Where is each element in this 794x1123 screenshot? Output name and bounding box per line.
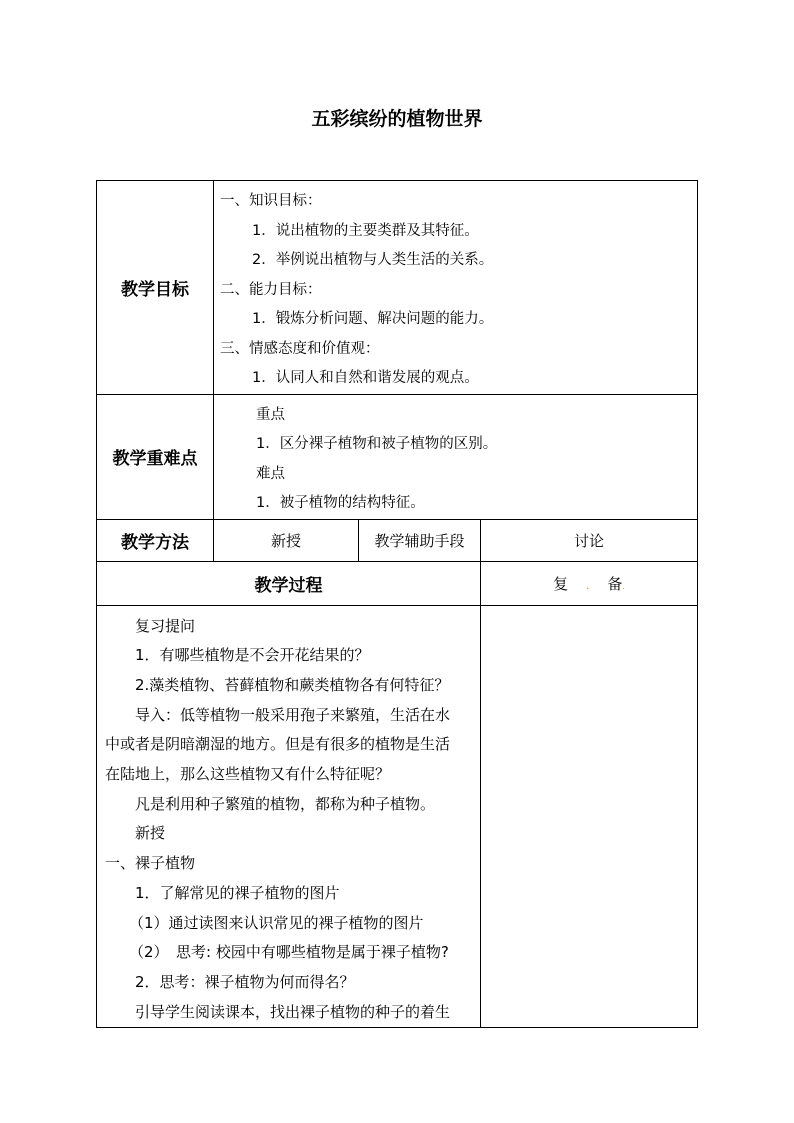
objectives-content <box>214 181 698 395</box>
methods-row <box>97 519 698 561</box>
process-line: 2.藻类植物、苔藓植物和蕨类植物各有何特征？ <box>135 675 450 694</box>
objectives-line: 2．举例说出植物与人类生活的关系。 <box>252 252 494 268</box>
prep-header <box>481 561 698 605</box>
process-line: 导入：低等植物一般采用孢子来繁殖，生活在水 <box>135 705 451 724</box>
aids-value: 讨论 <box>481 519 698 561</box>
process-label: 教学过程 <box>97 561 481 605</box>
aids-label: 教学辅助手段 <box>359 519 481 561</box>
prep-notes-cell <box>481 605 698 1028</box>
objectives-line: 1．锻炼分析问题、解决问题的能力。 <box>252 311 494 327</box>
process-line: （2） 思考: 校园中有哪些植物是属于裸子植物? <box>129 943 449 962</box>
key-points-content <box>214 394 698 519</box>
process-line: 凡是利用种子繁殖的植物，都称为种子植物。 <box>135 794 436 813</box>
key-points-line: 1．区分裸子植物和被子植物的区别。 <box>256 436 498 452</box>
methods-label: 教学方法 <box>97 519 214 561</box>
prep-separator-dot: . <box>586 580 590 592</box>
prep-char-2: 备 <box>607 574 623 593</box>
key-points-row <box>97 394 698 519</box>
process-content <box>97 605 481 1028</box>
key-points-label: 教学重难点 <box>97 394 214 519</box>
prep-char-1: 复 <box>553 574 569 593</box>
process-line: 中或者是阴暗潮湿的地方。但是有很多的植物是生活 <box>105 735 451 754</box>
process-line: 1．了解常见的裸子植物的图片 <box>135 883 340 902</box>
key-points-line: 1．被子植物的结构特征。 <box>256 495 425 511</box>
process-header-row <box>97 561 698 605</box>
objectives-line: 1．认同人和自然和谐发展的观点。 <box>252 370 479 386</box>
process-line: 复习提问 <box>135 616 196 635</box>
key-points-line: 难点 <box>256 465 285 482</box>
process-line: 一、裸子植物 <box>105 854 196 873</box>
key-points-line: 重点 <box>256 406 285 423</box>
methods-value: 新授 <box>214 519 359 561</box>
objectives-line: 1．说出植物的主要类群及其特征。 <box>252 222 479 239</box>
lesson-plan-table <box>96 180 698 1028</box>
prep-trailing-dot: . <box>622 581 625 591</box>
process-content-row <box>97 605 698 1028</box>
process-line: 在陆地上，那么这些植物又有什么特征呢？ <box>105 765 391 784</box>
process-line: 新授 <box>135 824 166 843</box>
process-line: 2．思考：裸子植物为何而得名？ <box>135 972 355 991</box>
document-title: 五彩缤纷的植物世界 <box>311 108 483 130</box>
process-line: 1．有哪些植物是不会开花结果的？ <box>135 646 370 665</box>
objectives-line: 二、能力目标： <box>220 281 322 298</box>
process-line: （1）通过读图来认识常见的裸子植物的图片 <box>129 913 424 932</box>
objectives-line: 三、情感态度和价值观： <box>220 340 380 357</box>
objectives-row <box>97 181 698 395</box>
process-line: 引导学生阅读课本，找出裸子植物的种子的着生 <box>135 1002 451 1021</box>
objectives-label: 教学目标 <box>97 181 214 395</box>
objectives-line: 一、知识目标： <box>220 193 322 209</box>
